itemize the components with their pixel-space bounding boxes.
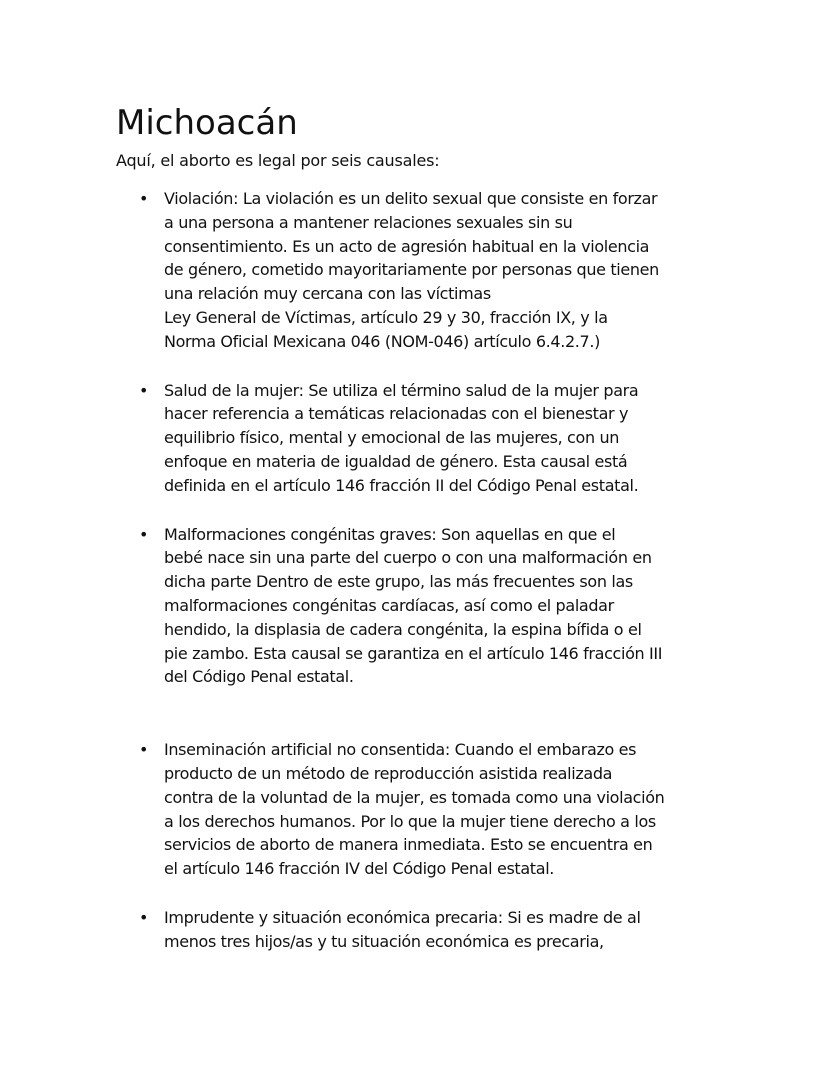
list-item-text: Salud de la mujer: Se utiliza el término salud de la mujer para hacer referencia a temáticas relacionadas con el bienestar y equilibrio físico, mental y emocional de las mujeres, con un enfoque en materia de igualdad de género. Esta causal está definida en el artículo 146 fracción II del Código Penal estatal. (164, 380, 639, 495)
bullet-icon: • (139, 524, 149, 544)
causales-list (116, 187, 716, 954)
list-item-malformaciones (116, 523, 716, 690)
list-item-text: Imprudente y situación económica precaria: Si es madre de al menos tres hijos/as y tu situación económica es precaria, (164, 907, 641, 951)
bullet-icon: • (139, 380, 149, 400)
list-item-violacion (116, 187, 716, 354)
intro-text: Aquí, el aborto es legal por seis causales: (116, 151, 440, 170)
list-item-text: Malformaciones congénitas graves: Son aquellas en que el bebé nace sin una parte del cuerpo o con una malformación en dicha parte Dentro de este grupo, las más frecuentes son las malformaciones congénitas cardíacas, así como el paladar hendido, la displasia de cadera congénita, la espina bífida o el pie zambo. Esta causal se garantiza en el artículo 146 fracción III del Código Penal estatal. (164, 524, 663, 687)
list-item-salud-mujer (116, 379, 716, 498)
page-title: Michoacán (116, 103, 298, 143)
document-page (116, 103, 716, 954)
bullet-icon: • (139, 189, 149, 208)
list-item-text: Inseminación artificial no consentida: Cuando el embarazo es producto de un método de reproducción asistida realizada contra de la voluntad de la mujer, es tomada como una violación a los derechos humanos. Por lo que la mujer tiene derecho a los servicios de aborto de manera inmediata. Esto se encuentra en el artículo 146 fracción IV del Código Penal estatal. (164, 740, 665, 879)
list-item-imprudente-economica (116, 906, 716, 954)
list-item-inseminacion (116, 738, 716, 881)
bullet-icon: • (139, 907, 149, 927)
bullet-icon: • (139, 740, 149, 760)
list-item-text: Violación: La violación es un delito sexual que consiste en forzar a una persona a mantener relaciones sexuales sin su consentimiento. Es un acto de agresión habitual en la violencia de género, cometido mayoritariamente por personas que tienen una relación muy cercana con las víctimas Ley General de Víctimas, artículo 29 y 30, fracción IX, y la Norma Oficial Mexicana 046 (NOM-046) artículo 6.4.2.7.) (164, 189, 659, 351)
